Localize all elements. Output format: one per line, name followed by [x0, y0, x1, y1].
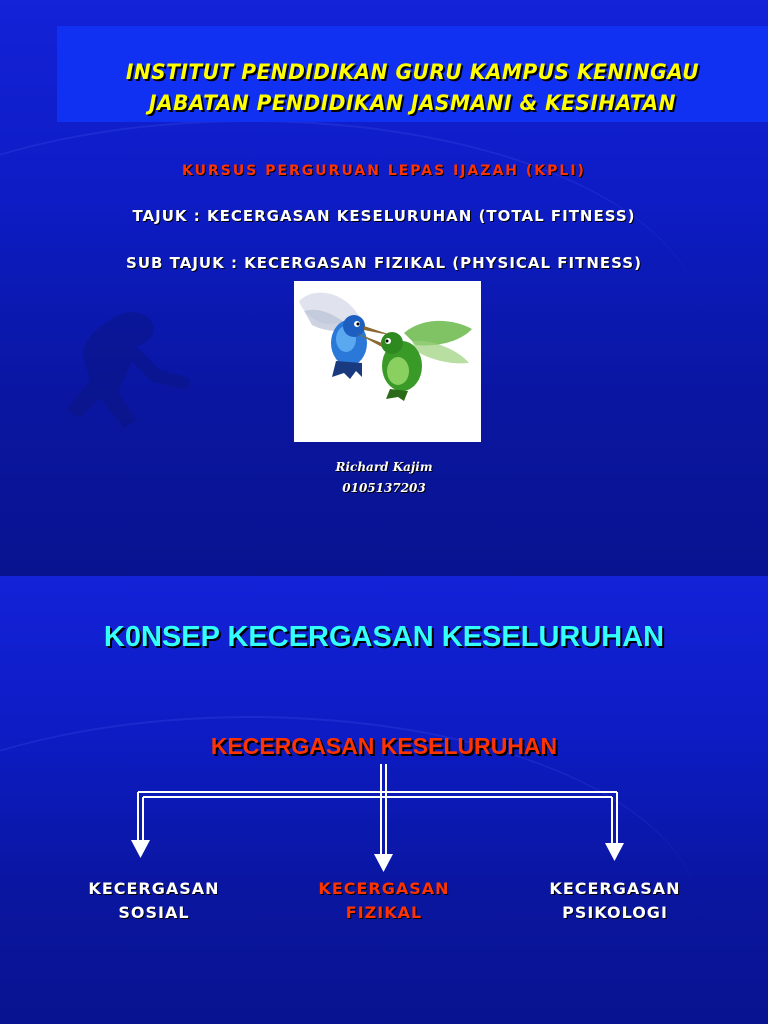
- arrow-down-icon: [374, 854, 393, 872]
- subtopic-line: SUB TAJUK : KECERGASAN FIZIKAL (PHYSICAL FITNESS): [126, 254, 642, 272]
- branch-sublabel: SOSIAL: [118, 903, 190, 922]
- sprinter-silhouette: [40, 300, 210, 440]
- branch-psychological: [515, 877, 715, 925]
- topic-line: TAJUK : KECERGASAN KESELURUHAN (TOTAL FITNESS): [132, 207, 636, 225]
- branch-sublabel: FIZIKAL: [345, 903, 423, 922]
- author-name: Richard Kajim: [335, 460, 433, 474]
- author-id: 0105137203: [342, 481, 426, 495]
- branch-sublabel: PSIKOLOGI: [562, 903, 668, 922]
- slide-title: K0NSEP KECERGASAN KESELURUHAN: [103, 621, 665, 653]
- branch-physical: [284, 877, 484, 925]
- course-title: KURSUS PERGURUAN LEPAS IJAZAH (KPLI): [182, 163, 586, 179]
- institute-name: INSTITUT PENDIDIKAN GURU KAMPUS KENINGAU: [125, 60, 700, 84]
- birds-illustration: [294, 281, 481, 442]
- branch-label: KECERGASAN: [549, 879, 681, 898]
- department-name: JABATAN PENDIDIKAN JASMANI & KESIHATAN: [149, 91, 676, 115]
- concept-tree-connector: [0, 576, 768, 1024]
- branch-social: [54, 877, 254, 925]
- branch-label: KECERGASAN: [88, 879, 220, 898]
- main-concept: KECERGASAN KESELURUHAN: [210, 733, 558, 759]
- arrow-down-icon: [131, 840, 150, 858]
- branch-label: KECERGASAN: [318, 879, 450, 898]
- birds-image: [294, 281, 481, 442]
- arrow-down-icon: [605, 843, 624, 861]
- concept-slide: [0, 576, 768, 1024]
